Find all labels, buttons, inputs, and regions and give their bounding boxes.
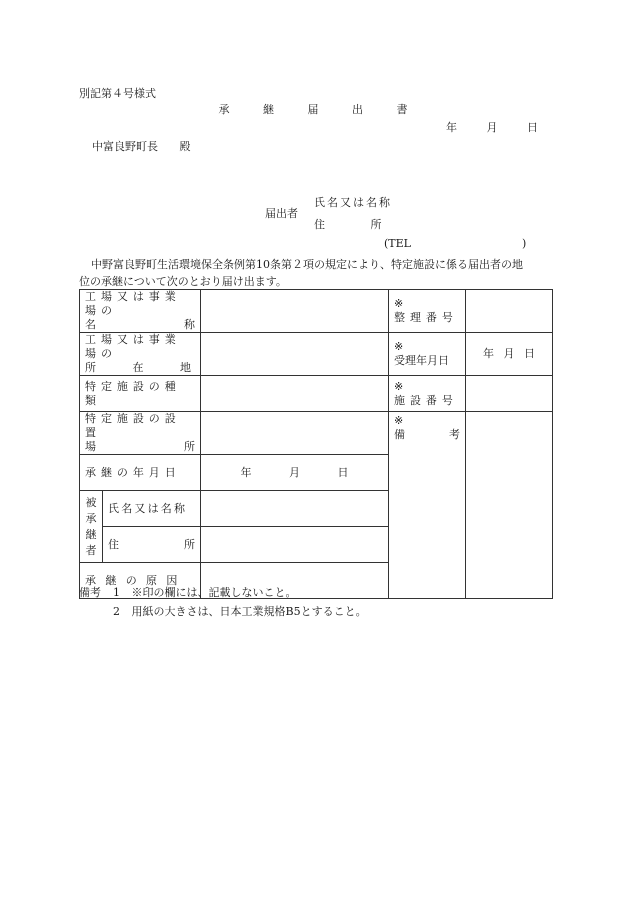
addressee [92,138,191,154]
facility-site-label-char-2: 所 [184,440,196,453]
facility-site-field[interactable] [201,412,389,455]
mark-icon: ※ [394,379,404,393]
receipt-date-value: 年 月 日 [466,333,553,376]
predecessor-address-field[interactable] [201,527,389,563]
succession-cause-label: 承継の原因 [80,563,201,599]
table-row [80,376,553,412]
remark-number: 1 [113,586,120,599]
factory-location-label-line-1: 工場又は事業場の [85,333,181,360]
facility-number-text: 施設番号 [394,393,458,407]
predecessor-name-field[interactable] [201,491,389,527]
predecessor-address-label [103,527,201,563]
factory-location-label-char-1: 所 [85,361,96,374]
predecessor-name-label: 氏名又は名称 [103,491,201,527]
remark-number: 2 [113,605,120,618]
table-row [80,412,553,455]
notifier-tel-close: ) [522,237,527,250]
facility-number-field [466,376,553,412]
factory-name-field[interactable] [201,290,389,333]
intro-text-line-1: 中野富良野町生活環境保全条例第10条第２項の規定により、特定施設に係る届出者の地 [91,258,523,271]
factory-location-label [80,333,201,376]
notification-table [79,289,553,599]
factory-location-label-char-3: 地 [180,361,191,374]
submission-date: 年 月 日 [446,121,538,134]
predecessor-label [80,491,103,563]
table-row [80,290,553,333]
addressee-name: 中富良野町長 [92,140,158,153]
remark-text: 用紙の大きさは、日本工業規格B5とすること。 [131,605,367,618]
notifier-tel-label: (TEL [384,237,411,250]
facility-site-label-line-1: 特定施設の設置 [85,412,181,439]
predecessor-address-char-1: 住 [108,537,119,551]
notifier-label: 届出者 [265,207,298,220]
intro-text-line-2: 位の承継について次のとおり届け出ます。 [79,275,287,288]
succession-date-field[interactable]: 年 月 日 [201,455,389,491]
facility-site-label [80,412,201,455]
remarks-char-2: 考 [449,428,461,441]
facility-type-field[interactable] [201,376,389,412]
form-id: 別記第４号様式 [79,87,156,100]
predecessor-text: 被承継者 [85,495,97,557]
factory-name-label-line-1: 工場又は事業場の [85,290,181,317]
reference-number-label [389,290,466,333]
mark-icon: ※ [394,297,404,310]
facility-site-label-char-1: 場 [85,440,96,453]
remarks-field [466,412,553,599]
remark-item [113,584,297,600]
remarks-heading: 備考 [79,586,101,599]
remark-item [113,603,367,619]
factory-location-label-char-2: 在 [132,361,144,374]
factory-location-field[interactable] [201,333,389,376]
factory-name-label-char-2: 称 [184,318,196,331]
mark-icon: ※ [394,414,404,427]
facility-type-label: 特定施設の種類 [80,376,201,412]
factory-name-label-char-1: 名 [85,318,96,331]
factory-name-label [80,290,201,333]
document-title: 承 継 届 出 書 [218,103,412,116]
reference-number-field [466,290,553,333]
notifier-address-label: 住 所 [314,218,382,231]
facility-number-label [389,376,466,412]
remark-text: ※印の欄には、記載しないこと。 [131,586,297,599]
table-row [80,333,553,376]
remarks-char-1: 備 [394,428,406,441]
predecessor-address-char-2: 所 [184,537,196,551]
reference-number-text: 整理番号 [394,311,458,324]
succession-date-label: 承継の年月日 [80,455,201,491]
receipt-date-label [389,333,466,376]
notifier-name-label: 氏名又は名称 [314,196,392,209]
receipt-date-text: 受理年月日 [394,354,450,367]
mark-icon: ※ [394,340,404,353]
remarks-label [389,412,466,599]
addressee-honorific: 殿 [179,140,191,153]
